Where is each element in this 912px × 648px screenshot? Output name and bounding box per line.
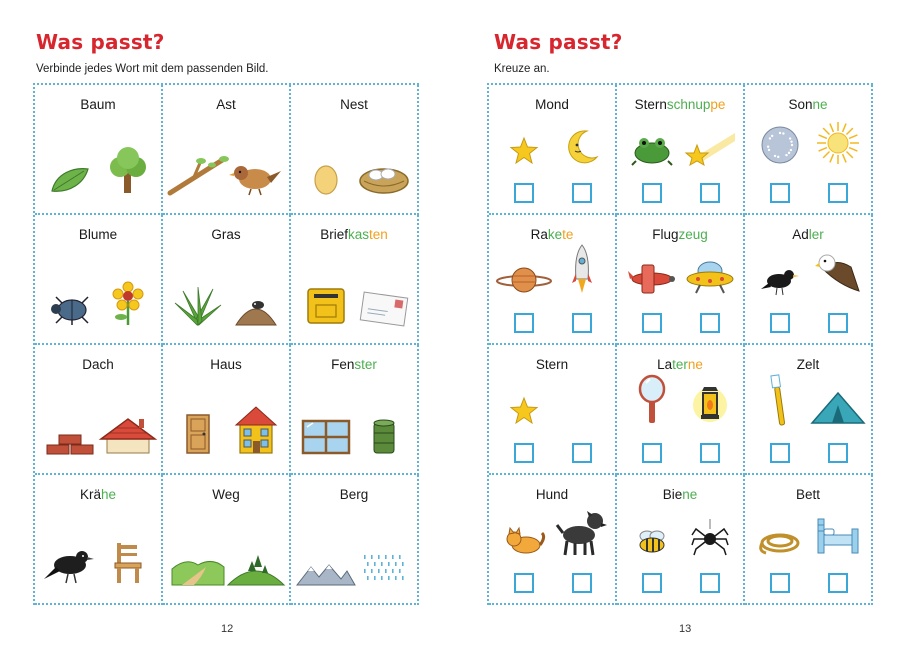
- door-icon[interactable]: [185, 413, 211, 455]
- word-syllable: ten: [369, 227, 388, 242]
- word-syllable: Gras: [211, 227, 241, 242]
- word-cell: [291, 215, 419, 345]
- cell-word: [163, 357, 289, 372]
- answer-checkbox[interactable]: [828, 313, 848, 333]
- answer-checkbox[interactable]: [700, 183, 720, 203]
- star-icon: [510, 397, 538, 425]
- answer-checkbox[interactable]: [770, 313, 790, 333]
- word-cell: [489, 85, 617, 215]
- dog-icon: [557, 509, 607, 555]
- airplane-icon: [628, 263, 676, 295]
- tent-icon: [810, 391, 866, 425]
- word-syllable: Fen: [331, 357, 355, 372]
- word-syllable: zeug: [678, 227, 708, 242]
- word-syllable: Mond: [535, 97, 569, 112]
- cell-word: [745, 357, 871, 372]
- left-page-instruction: Verbinde jedes Wort mit dem passenden Bild.: [36, 63, 269, 75]
- envelope-icon[interactable]: [360, 293, 408, 325]
- answer-checkbox[interactable]: [642, 573, 662, 593]
- word-syllable: Brief: [320, 227, 348, 242]
- answer-checkbox[interactable]: [514, 183, 534, 203]
- left-page-title: Was passt?: [36, 30, 165, 54]
- word-syllable: Flug: [652, 227, 679, 242]
- word-cell: [163, 475, 291, 605]
- word-cell: [489, 475, 617, 605]
- word-syllable: La: [657, 357, 673, 372]
- word-cell: [745, 85, 873, 215]
- hand-mirror-icon: [638, 375, 666, 425]
- word-syllable: Nest: [340, 97, 368, 112]
- bed-icon: [816, 515, 860, 555]
- cell-word: [489, 487, 615, 502]
- moon-icon: [565, 129, 599, 165]
- cell-word: [163, 227, 289, 242]
- word-cell: [617, 215, 745, 345]
- answer-checkbox[interactable]: [770, 443, 790, 463]
- word-syllable: Hund: [535, 487, 569, 502]
- word-syllable: Stern: [634, 97, 667, 112]
- cell-word: [489, 227, 615, 242]
- cell-word: [163, 97, 289, 112]
- cell-word: [617, 357, 743, 372]
- word-syllable: Berg: [339, 487, 369, 502]
- grass-icon[interactable]: [173, 287, 223, 325]
- branch-icon[interactable]: [168, 155, 228, 195]
- dandelion-icon: [760, 125, 800, 165]
- crow-icon[interactable]: [44, 545, 96, 585]
- word-syllable: Dach: [82, 357, 114, 372]
- cell-word: [291, 487, 417, 502]
- leaf-icon[interactable]: [50, 165, 90, 195]
- word-syllable: Blume: [78, 227, 118, 242]
- answer-checkbox[interactable]: [828, 183, 848, 203]
- word-syllable: ler: [808, 227, 824, 242]
- answer-checkbox[interactable]: [700, 313, 720, 333]
- word-cell: [489, 345, 617, 475]
- nest-icon[interactable]: [358, 161, 410, 195]
- word-cell: [35, 215, 163, 345]
- word-syllable: ne: [687, 357, 703, 372]
- flower-icon[interactable]: [112, 281, 144, 325]
- right-page-instruction: Kreuze an.: [494, 63, 550, 75]
- cell-word: [617, 97, 743, 112]
- spider-icon: [692, 519, 728, 555]
- word-cell: [617, 85, 745, 215]
- word-syllable: ter: [672, 357, 688, 372]
- word-cell: [745, 475, 873, 605]
- answer-checkbox[interactable]: [572, 313, 592, 333]
- answer-checkbox[interactable]: [642, 443, 662, 463]
- word-syllable: Ad: [792, 227, 809, 242]
- word-cell: [163, 85, 291, 215]
- cell-word: [35, 97, 161, 112]
- word-cell: [163, 345, 291, 475]
- word-syllable: Ra: [530, 227, 548, 242]
- mailbox-icon[interactable]: [306, 285, 346, 325]
- word-cell: [745, 215, 873, 345]
- answer-checkbox[interactable]: [572, 183, 592, 203]
- answer-checkbox[interactable]: [770, 573, 790, 593]
- mountains-icon[interactable]: [297, 563, 355, 585]
- cell-word: [163, 487, 289, 502]
- right-page-title: Was passt?: [494, 30, 623, 54]
- word-syllable: ne: [812, 97, 828, 112]
- word-syllable: Zelt: [796, 357, 820, 372]
- answer-checkbox[interactable]: [700, 573, 720, 593]
- cell-word: [745, 487, 871, 502]
- answer-checkbox[interactable]: [770, 183, 790, 203]
- lantern-icon: [692, 381, 728, 425]
- answer-checkbox[interactable]: [642, 313, 662, 333]
- answer-checkbox[interactable]: [514, 443, 534, 463]
- sun-icon: [816, 121, 860, 165]
- roof-icon[interactable]: [99, 415, 157, 455]
- cell-word: [291, 97, 417, 112]
- word-picture-grid-right: [487, 83, 873, 605]
- page-number-left: 12: [221, 623, 234, 635]
- right-page: [456, 0, 912, 648]
- answer-checkbox[interactable]: [514, 573, 534, 593]
- cell-word: [489, 97, 615, 112]
- egg-icon[interactable]: [313, 163, 339, 195]
- eagle-icon: [815, 251, 861, 295]
- word-syllable: Krä: [79, 487, 101, 502]
- toothbrush-icon: [771, 375, 789, 425]
- answer-checkbox[interactable]: [642, 183, 662, 203]
- answer-checkbox[interactable]: [828, 573, 848, 593]
- answer-checkbox[interactable]: [572, 573, 592, 593]
- word-syllable: Stern: [535, 357, 569, 372]
- word-syllable: Bie: [662, 487, 683, 502]
- planet-icon: [496, 265, 552, 295]
- word-syllable: he: [100, 487, 117, 502]
- molehill-icon[interactable]: [236, 295, 276, 325]
- word-syllable: Weg: [212, 487, 240, 502]
- ufo-icon: [686, 259, 734, 295]
- word-syllable: Bett: [795, 487, 820, 502]
- word-syllable: ster: [354, 357, 377, 372]
- word-cell: [617, 475, 745, 605]
- word-syllable: Baum: [80, 97, 116, 112]
- cell-word: [291, 357, 417, 372]
- tree-icon[interactable]: [106, 145, 150, 195]
- word-cell: [291, 85, 419, 215]
- frog-icon: [632, 135, 672, 165]
- word-syllable: ne: [682, 487, 698, 502]
- hill-trees-icon[interactable]: [228, 555, 284, 585]
- cell-word: [745, 227, 871, 242]
- cell-word: [35, 357, 161, 372]
- beetle-icon[interactable]: [48, 293, 92, 325]
- answer-checkbox[interactable]: [700, 443, 720, 463]
- cell-word: [745, 97, 871, 112]
- cell-word: [291, 227, 417, 242]
- word-cell: [617, 345, 745, 475]
- blackbird-icon: [761, 265, 799, 295]
- word-cell: [489, 215, 617, 345]
- word-syllable: ke: [547, 227, 563, 242]
- word-cell: [35, 475, 163, 605]
- cell-word: [489, 357, 615, 372]
- house-icon[interactable]: [236, 405, 276, 455]
- word-cell: [745, 345, 873, 475]
- sparrow-icon[interactable]: [231, 161, 281, 195]
- word-syllable: schnup: [666, 97, 711, 112]
- cat-icon: [504, 525, 544, 555]
- word-syllable: Ast: [216, 97, 236, 112]
- cell-word: [35, 487, 161, 502]
- word-picture-grid-left: [33, 83, 419, 605]
- bee-icon: [635, 529, 669, 555]
- window-icon[interactable]: [301, 419, 351, 455]
- answer-checkbox[interactable]: [828, 443, 848, 463]
- answer-checkbox[interactable]: [572, 443, 592, 463]
- word-cell: [291, 345, 419, 475]
- word-cell: [35, 85, 163, 215]
- cell-word: [35, 227, 161, 242]
- page-number-right: 13: [679, 623, 692, 635]
- word-cell: [291, 475, 419, 605]
- word-syllable: te: [562, 227, 574, 242]
- bricks-icon[interactable]: [45, 433, 95, 455]
- rain-icon[interactable]: [364, 555, 404, 585]
- word-syllable: Son: [788, 97, 813, 112]
- shooting-star-icon: [685, 131, 735, 165]
- rope-icon: [758, 527, 802, 555]
- word-syllable: pe: [710, 97, 726, 112]
- word-cell: [35, 345, 163, 475]
- path-landscape-icon[interactable]: [172, 555, 224, 585]
- answer-checkbox[interactable]: [514, 313, 534, 333]
- cell-word: [617, 487, 743, 502]
- star-icon: [510, 137, 538, 165]
- word-cell: [163, 215, 291, 345]
- barrel-icon[interactable]: [372, 419, 396, 455]
- word-syllable: kas: [347, 227, 369, 242]
- chair-icon[interactable]: [113, 541, 143, 585]
- word-syllable: Haus: [210, 357, 242, 372]
- cell-word: [617, 227, 743, 242]
- rocket-icon: [572, 245, 592, 295]
